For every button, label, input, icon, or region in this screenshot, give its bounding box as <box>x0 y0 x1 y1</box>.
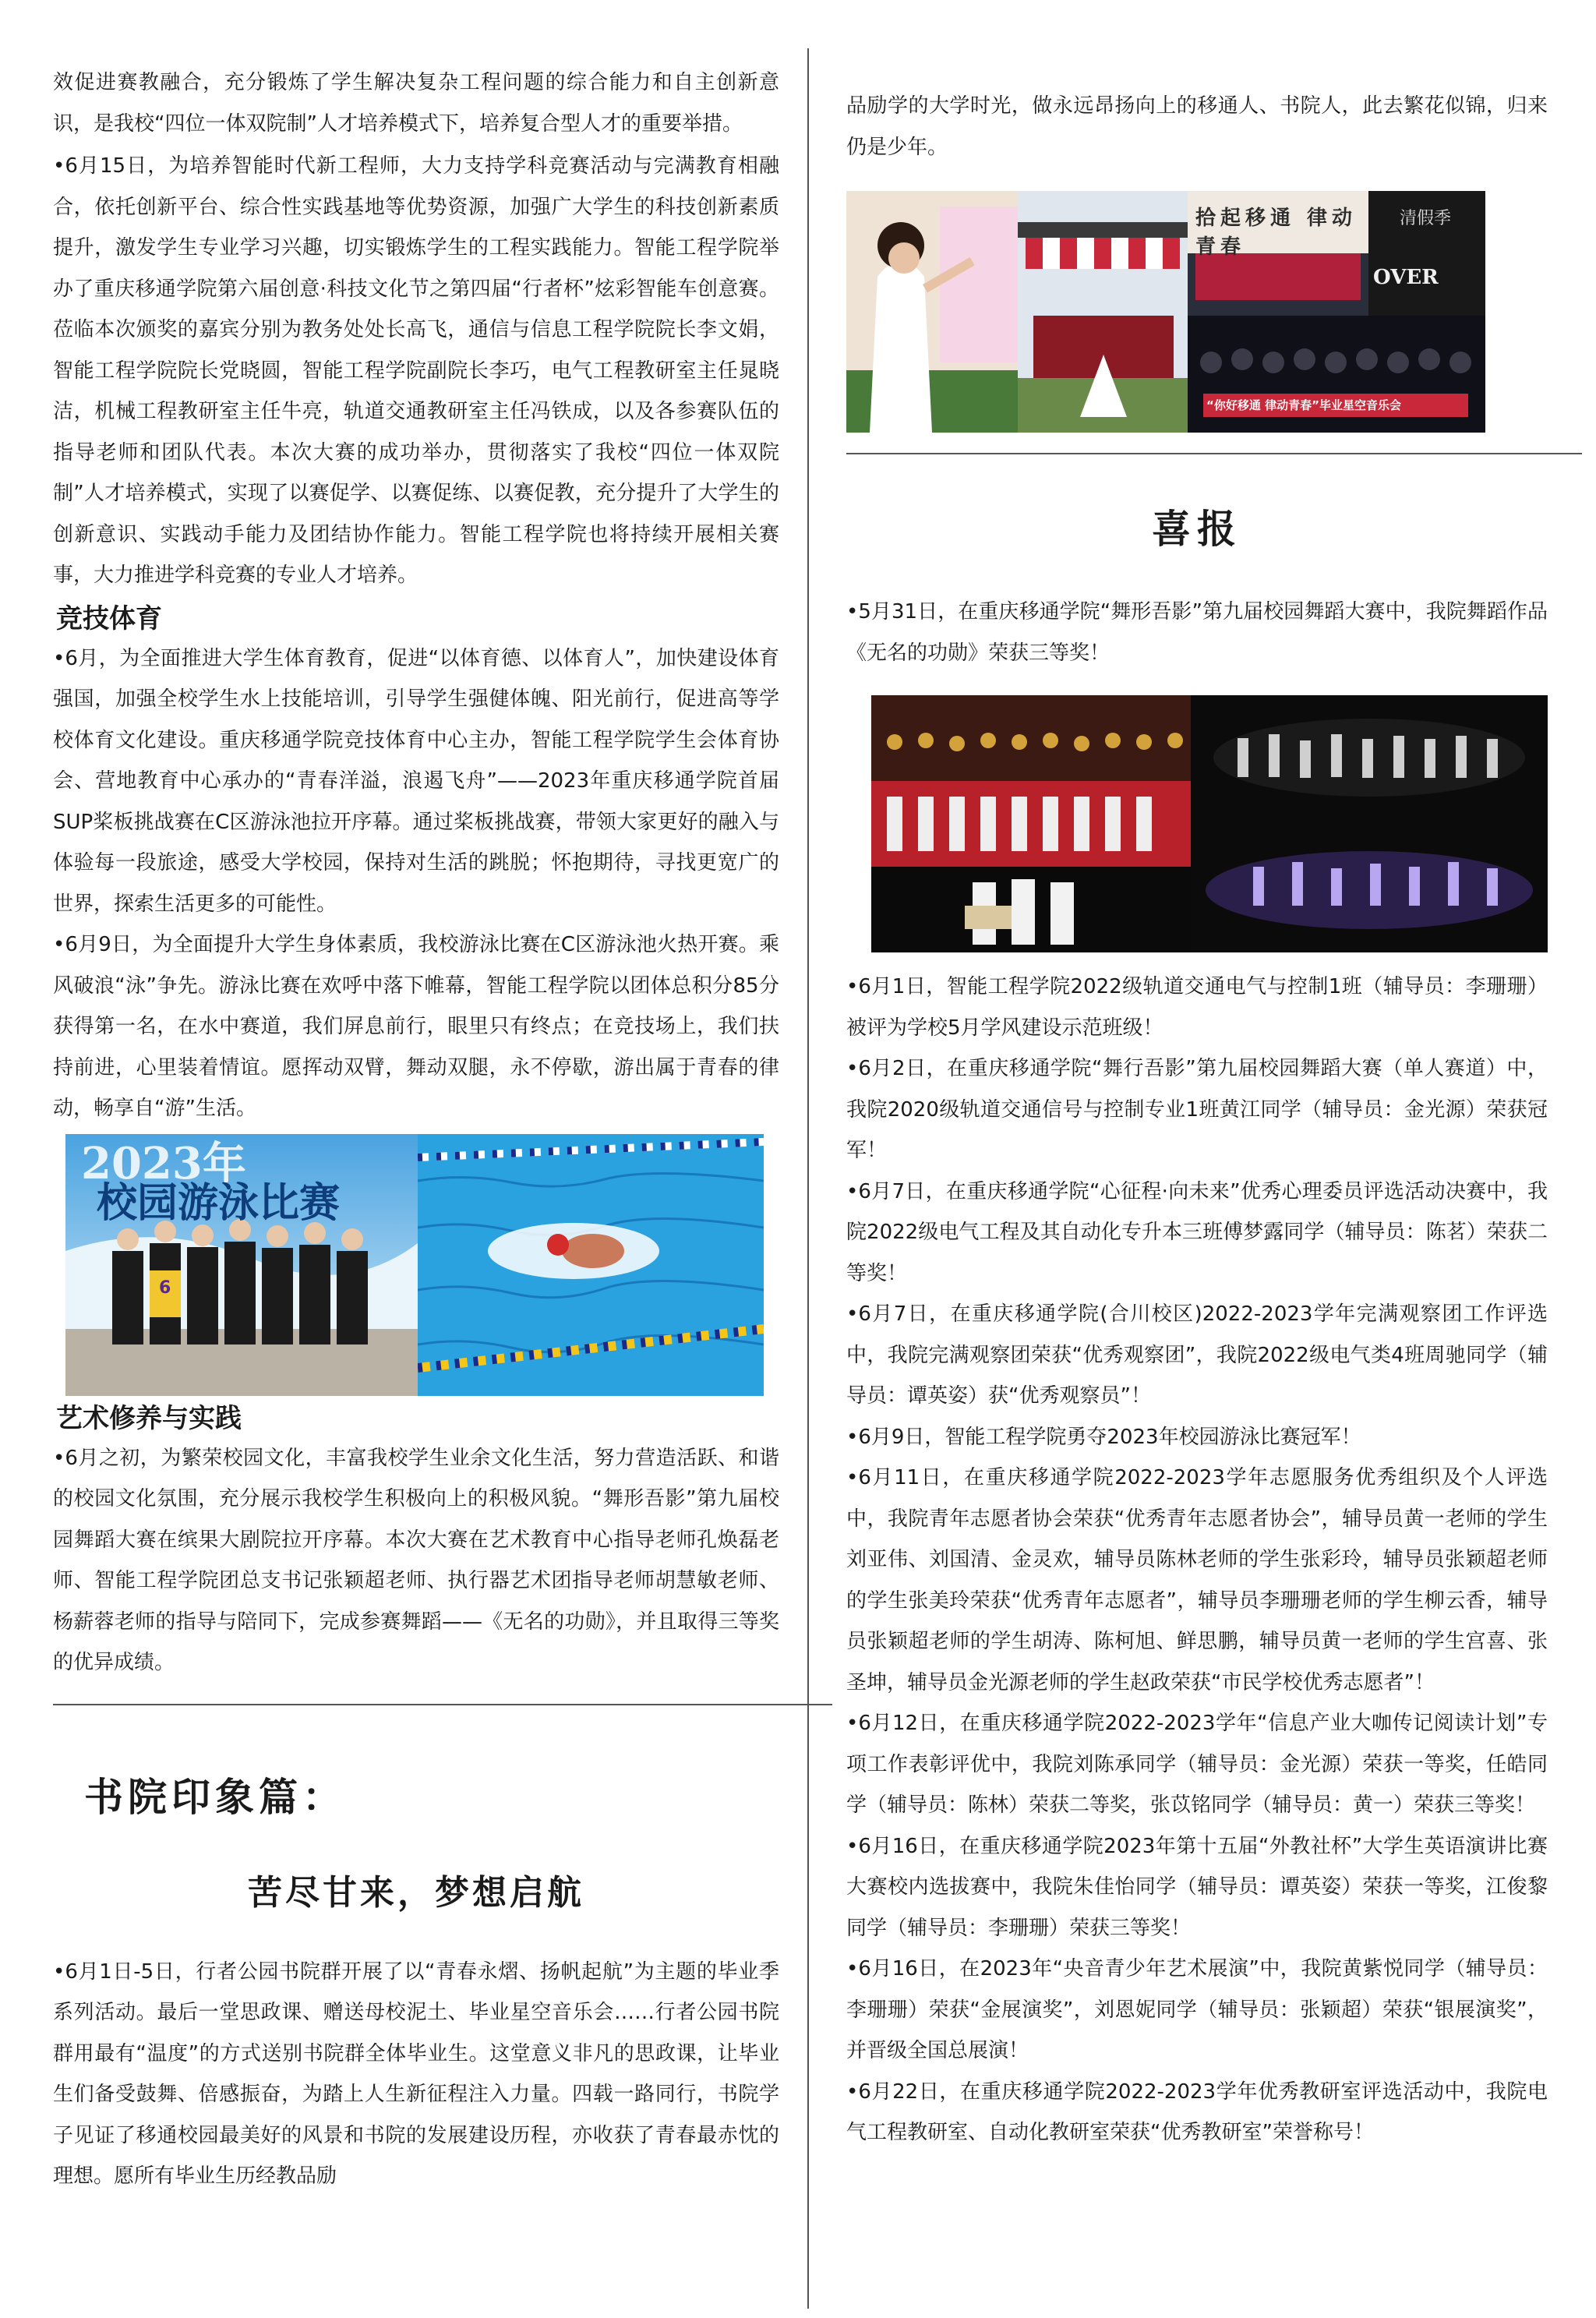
news-item-1: •5月31日，在重庆移通学院“舞形吾影”第九届校园舞蹈大赛中，我院舞蹈作品《无名的功勋》荣获三等奖！ <box>846 600 1548 665</box>
news-item-6: •6月9日，智能工程学院勇夺2023年校园游泳比赛冠军！ <box>846 1425 1361 1449</box>
collage-banner-text: 拾起移通 律动青春 <box>1195 207 1358 259</box>
stage-photo <box>1368 191 1485 316</box>
paragraph-graduation-end: 品励学的大学时光，做永远昂扬向上的移通人、书院人，此去繁花似锦，归来仍是少年。 <box>846 94 1548 159</box>
swimming-race-photo <box>418 1134 764 1396</box>
collage-stage-text: OVER <box>1373 266 1439 289</box>
paragraph-smart-car-contest: •6月15日，为培养智能时代新工程师，大力支持学科竞赛活动与完满教育相融合，依托创新平台、综合性实践基地等优势资源，加强广大学生的科技创新素质提升，激发学生专业学习兴趣，切实锻炼学生的工程实践能力。智能工程学院举办了重庆移通学院第六届创意·科技文化节之第四届“行者杯”炫彩智能车创意赛。莅临本次颁奖的嘉宾分别为教务处处长高飞，通信与信息工程学院院长李文娟，智能工程学院院长党晓圆，智能工程学院副院长李巧，电气工程教研室主任晁晓洁，机械工程教研室主任牛亮，轨道交通教研室主任冯铁成，以及各参赛队伍的指导老师和团队代表。本次大赛的成功举办，贯彻落实了我校“四位一体双院制”人才培养模式，实现了以赛促学、以赛促练、以赛促教，充分提升了大学生的创新意识、实践动手能力及团结协作能力。智能工程学院也将持续开展相关赛事，大力推进学科竞赛的专业人才培养。 <box>53 154 779 587</box>
left-column <box>53 62 779 2197</box>
paragraph-graduation-season: •6月1日-5日，行者公园书院群开展了以“青春永熠、扬帆起航”为主题的毕业季系列活动。最后一堂思政课、赠送母校泥土、毕业星空音乐会……行者公园书院群用最有“温度”的方式送别书院群全体毕业生。这堂意义非凡的思政课，让毕业生们备受鼓舞、倍感振奋，为踏上人生新征程注入力量。四载一路同行，书院学子见证了移通校园最美好的风景和书院的发展建设历程，亦收获了青春最赤忱的理想。愿所有毕业生历经教品励 <box>53 1959 779 2188</box>
paragraph-sup-paddle: •6月，为全面推进大学生体育教育，促进“以体育德、以体育人”，加快建设体育强国，加强全校学生水上技能培训，引导学生强健体魄、阳光前行，促进高等学校体育文化建设。重庆移通学院竞技体育中心主办，智能工程学院学生会体育协会、营地教育中心承办的“青春洋溢，浪遏飞舟”——2023年重庆移通学院首届SUP桨板挑战赛在C区游泳池拉开序幕。通过桨板挑战赛，带领大家更好的融入与体验每一段旅途，感受大学校园，保持对生活的跳脱；怀抱期待，寻找更宽广的世界，探索生活更多的可能性。 <box>53 646 779 916</box>
dance-photos <box>871 695 1548 952</box>
news-item-2: •6月1日，智能工程学院2022级轨道交通电气与控制1班（辅导员：李珊珊）被评为学校5月学风建设示范班级！ <box>846 975 1548 1040</box>
academy-section-title: 书院印象篇： <box>84 1774 346 1820</box>
dance-group-photos <box>871 695 1191 952</box>
right-column <box>846 86 1548 2154</box>
swim-banner-text: 校园游泳比赛 <box>97 1178 341 1227</box>
news-item-4: •6月7日，在重庆移通学院“心征程·向未来”优秀心理委员评选活动决赛中，我院2022级电气工程及其自动化专升本三班傅梦露同学（辅导员：陈茗）荣获二等奖！ <box>846 1179 1548 1285</box>
news-item-3: •6月2日，在重庆移通学院“舞行吾影”第九届校园舞蹈大赛（单人赛道）中，我院2020级轨道交通信号与控制专业1班黄江同学（辅导员：金光源）荣获冠军！ <box>846 1057 1548 1162</box>
painting-photo <box>846 191 1018 433</box>
collage-group-banner: “你好移通 律动青春”毕业星空音乐会 <box>1206 398 1401 412</box>
news-item-8: •6月12日，在重庆移通学院2022-2023学年“信息产业大咖传记阅读计划”专项工作表彰评优中，我院刘陈承同学（辅导员：金光源）荣获一等奖，任皓同学（辅导员：陈林）荣获二等奖，张苡铭同学（辅导员：黄一）荣获三等奖！ <box>846 1712 1548 1817</box>
group-photo <box>1188 316 1485 433</box>
collage-sign-text: 清假季 <box>1400 209 1452 228</box>
swim-team-photo <box>65 1134 418 1396</box>
section-title-art: 艺术修养与实践 <box>56 1402 242 1434</box>
news-item-7: •6月11日，在重庆移通学院2022-2023学年志愿服务优秀组织及个人评选中，我院青年志愿者协会荣获“优秀青年志愿者协会”，辅导员黄一老师的学生刘亚伟、刘国清、金灵欢，辅导员陈林老师的学生张彩玲，辅导员张颖超老师的学生张美玲荣获“优秀青年志愿者”，辅导员李珊珊老师的学生柳云香，辅导员张颖超老师的学生胡涛、陈柯旭、鲜思鹏，辅导员黄一老师的学生宫喜、张圣坤，辅导员金光源老师的学生赵政荣获“市民学校优秀志愿者”！ <box>846 1466 1548 1694</box>
paragraph-competition-end: 效促进赛教融合，充分锻炼了学生解决复杂工程问题的综合能力和自主创新意识，是我校“四位一体双院制”人才培养模式下，培养复合型人才的重要举措。 <box>53 71 779 136</box>
good-news-title: 喜报 <box>1152 507 1242 552</box>
paragraph-swimming: •6月9日，为全面提升大学生身体素质，我校游泳比赛在C区游泳池火热开赛。乘风破浪“泳”争先。游泳比赛在欢呼中落下帷幕，智能工程学院以团体总积分85分获得第一名，在水中赛道，我们屏息前行，眼里只有终点；在竞技场上，我们扶持前进，心里装着情谊。愿挥动双臂，舞动双腿，永不停歇，游出属于青春的律动，畅享自“游”生活。 <box>53 933 779 1120</box>
left-divider <box>53 1704 832 1705</box>
collage-top <box>1188 191 1485 316</box>
banner-photo <box>1188 191 1368 316</box>
news-item-5: •6月7日，在重庆移通学院(合川校区)2022-2023学年完满观察团工作评选中，我院完满观察团荣获“优秀观察团”，我院2022级电气类4班周驰同学（辅导员：谭英姿）获“优秀观察员”！ <box>846 1302 1548 1408</box>
news-item-11: •6月22日，在重庆移通学院2022-2023学年优秀教研室评选活动中，我院电气工程教研室、自动化教研室荣获“优秀教研室”荣誉称号！ <box>846 2079 1548 2144</box>
jersey-number: 6 <box>159 1277 171 1298</box>
academy-subtitle: 苦尽甘来，梦想启航 <box>248 1872 584 1913</box>
graduation-collage <box>846 191 1485 433</box>
right-divider <box>846 453 1582 454</box>
swimming-photos <box>65 1134 779 1396</box>
paragraph-dance-contest: •6月之初，为繁荣校园文化，丰富我校学生业余文化生活，努力营造活跃、和谐的校园文化氛围，充分展示我校学生积极向上的积极风貌。“舞形吾影”第九届校园舞蹈大赛在缤果大剧院拉开序幕。本次大赛在艺术教育中心指导老师孔焕磊老师、智能工程学院团总支书记张颖超老师、执行器艺术团指导老师胡慧敏老师、杨薪蓉老师的指导与陪同下，完成参赛舞蹈——《无名的功勋》，并且取得三等奖的优异成绩。 <box>53 1446 779 1674</box>
section-title-sports: 竞技体育 <box>56 602 162 634</box>
news-item-10: •6月16日，在2023年“央音青少年艺术展演”中，我院黄紫悦同学（辅导员：李珊珊）荣获“金展演奖”，刘恩妮同学（辅导员：张颖超）荣获“银展演奖”，并晋级全国总展演！ <box>846 1957 1548 2062</box>
dance-stage-photos <box>1191 695 1548 952</box>
news-item-9: •6月16日，在重庆移通学院2023年第十五届“外教社杯”大学生英语演讲比赛大赛校内选拔赛中，我院朱佳怡同学（辅导员：谭英姿）荣获一等奖，江俊黎同学（辅导员：李珊珊）荣获三等奖！ <box>846 1834 1548 1940</box>
market-tent-photo <box>1018 191 1188 433</box>
collage-right <box>1188 191 1485 433</box>
swim-banner-year: 2023年 <box>81 1137 246 1189</box>
column-divider <box>807 48 809 2309</box>
